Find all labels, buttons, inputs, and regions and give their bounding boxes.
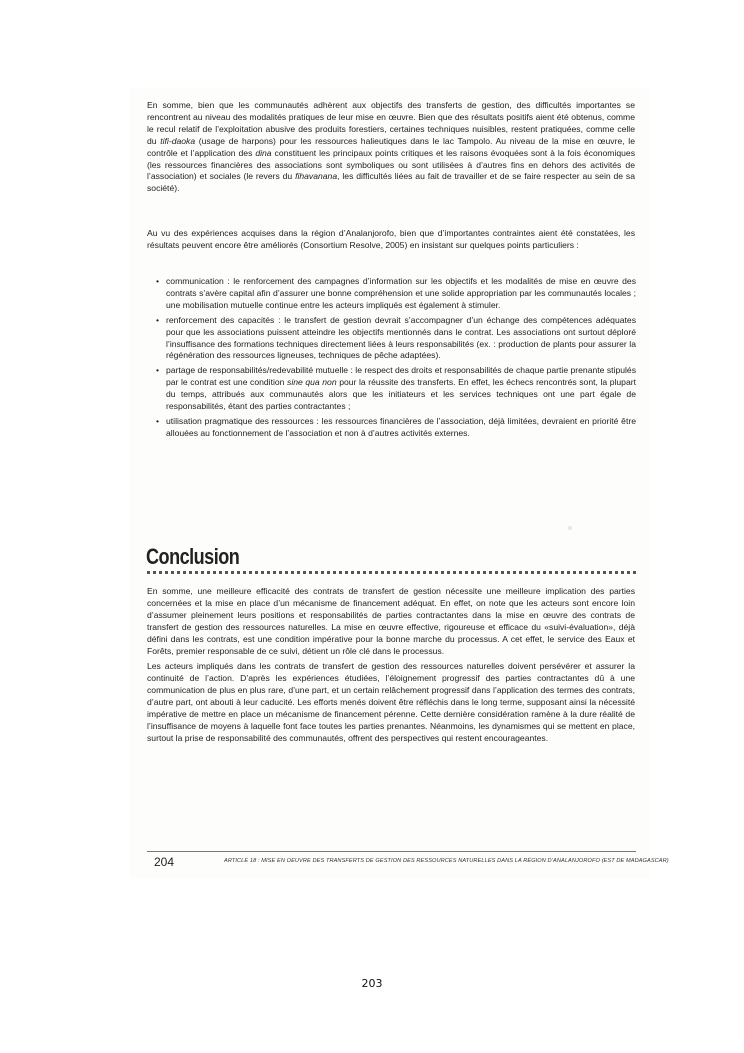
conclusion-paragraph-1: En somme, une meilleure efficacité des contrats de transfert de gestion nécessite une meilleure implication des parties concernées et la mise en place d’un mécanisme de financement adéquat. En effet, on note que les acteurs sont encore loin d’assumer pleinement leurs positions et responsabilités de parties contractantes dans la mise en œuvre des contrats de transfert de gestion des ressources naturelles. La mise en œuvre effective, rigoureuse et efficace du «suivi-évaluation», déjà défini dans les contrats, est une condition impérative pour la bonne marche du processus. A cet effet, le service des Eaux et Forêts, premier responsable de ce suivi, détient un rôle clé dans le processus. (147, 586, 635, 656)
italic-term: sine qua non (287, 377, 337, 388)
list-item (156, 365, 636, 413)
intro-section (147, 100, 635, 199)
intro-section-2 (147, 228, 635, 256)
list-item-text: communication : le renforcement des campagnes d’information sur les objectifs et les modalités de mise en œuvre des contrats s’avère capital afin d’assurer une bonne compréhension et une solide appropriation par les communautés locales ; une mobilisation mutuelle continue entre les acteurs impliqués est également à stimuler. (166, 276, 636, 310)
list-item-text: renforcement des capacités : le transfert de gestion devrait s’accompagner d’un échange des compétences adéquates pour que les associations puissent atteindre les objectifs mentionnés dans le contrat. Les associations ont surtout déploré l’insuffisance des formations techniques directement liées à leurs responsabilités (ex. : production de plants pour assurer la régénération des ressources ligneuses, techniques de pêche adaptées). (166, 314, 636, 361)
footer-article-title: ARTICLE 18 : MISE EN OEUVRE DES TRANSFERTS DE GESTION DES RESSOURCES NATURELLES DANS LA RÉGION D’ANALANJOROFO (EST DE MADAGASCAR) (224, 858, 669, 864)
italic-term: tifi-daoka (160, 135, 196, 146)
scan-speck (568, 526, 572, 530)
dotted-divider (147, 571, 636, 574)
list-item (156, 416, 636, 440)
bullet-icon: • (156, 365, 160, 376)
conclusion-paragraph-2: Les acteurs impliqués dans les contrats de transfert de gestion des ressources naturelles doivent persévérer et assurer la continuité de l’action. D’après les expériences étudiées, l’éloignement progressif des parties contractantes dû à une communication de plus en plus rare, d’une part, et un certain relâchement progressif dans l’application des termes des contrats, d’autre part, ont abouti à leur caducité. Les efforts menés doivent être réfléchis dans le long terme, supposant ainsi la nécessité impérative de mettre en place un mécanisme de financement pérenne. Cette dernière considération ramène à la dure réalité de l’insuffisance de moyens à laquelle font face toutes les parties prenantes. Néanmoins, les dynamismes qui se mettent en place, surtout la prise de responsabilité des communautés, offrent des perspectives qui restent encourageantes. (147, 661, 635, 743)
conclusion-section (147, 586, 635, 749)
bullet-icon: • (156, 314, 160, 325)
footer-divider (147, 851, 636, 852)
intro-paragraph-2: Au vu des expériences acquises dans la région d’Analanjorofo, bien que d’importantes contraintes aient été constatées, les résultats peuvent encore être améliorés (Consortium Resolve, 2005) en insistant sur quelques points particuliers : (147, 228, 635, 250)
intro-paragraph-1: En somme, bien que les communautés adhèrent aux objectifs des transferts de gestion, des difficultés importantes se rencontrent au niveau des modalités pratiques de leur mise en œuvre. Bien que des résultats positifs aient été obtenus, comme le recul relatif de l’exploitation abusive des produits forestiers, certaines techniques nuisibles, restent pratiquées, comme celle du tifi-daoka (usage de harpons) pour les ressources halieutiques dans le lac Tampolo. Au niveau de la mise en œuvre, le contrôle et l’application des dina constituent les principaux points critiques et les raisons évoquées sont à la fois économiques (les ressources financières des associations sont symboliques ou sont utilisées à d’autres fins en dehors des activités de l’association) et sociales (le revers du fihavanana, les difficultés liées au fait de travailler et de se faire respecter au sein de sa société). (147, 100, 636, 194)
bullet-icon: • (156, 415, 160, 426)
footer-page-number: 204 (154, 855, 175, 869)
italic-term: dina (255, 147, 272, 158)
italic-term: fihavanana (295, 171, 338, 182)
list-item-text: utilisation pragmatique des ressources : les ressources financières de l’association, déjà limitées, devraient en priorité être allouées au fonctionnement de l’association et non à d’autres activités externes. (166, 415, 636, 438)
list-item (156, 276, 636, 312)
list-item (156, 315, 636, 363)
conclusion-heading: Conclusion (146, 544, 240, 569)
recommendation-list (156, 276, 636, 443)
list-item-text: partage de responsabilités/redevabilité mutuelle : le respect des droits et responsabilités de chaque partie prenante stipulés par le contrat est une condition sine qua non pour la réussite des transferts. En effet, les échecs rencontrés sont, la plupart du temps, attribués aux communautés alors que les initiateurs et les services techniques ont une part égale de responsabilités, étant des parties contractantes ; (166, 365, 636, 412)
scanned-page (130, 88, 650, 878)
bullet-icon: • (156, 276, 160, 286)
document-page-number: 203 (361, 977, 383, 990)
